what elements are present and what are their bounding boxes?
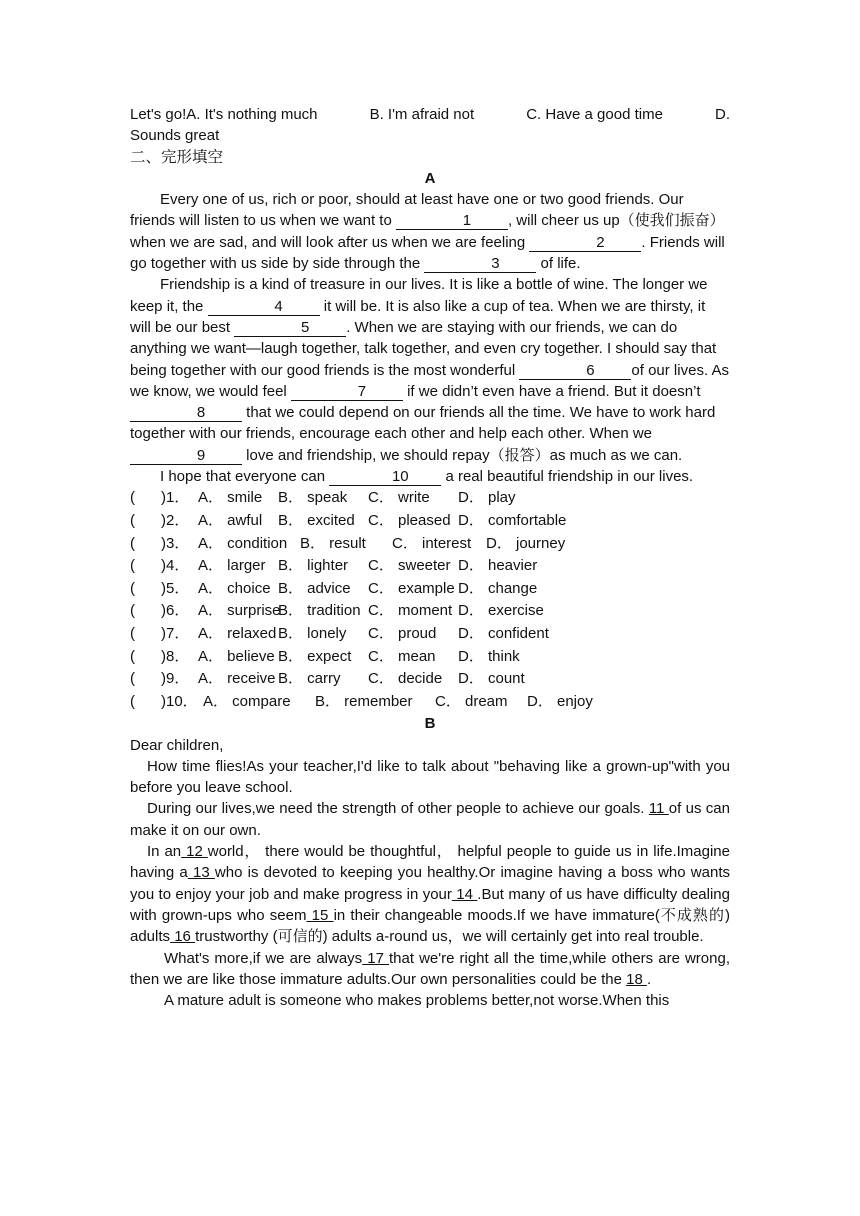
document-page <box>130 104 730 1011</box>
passage-b-paragraph-4: What's more,if we are always 17 that we're right all the time,while others are wrong, then we are like those immature adults.Our own personalities could be the 18 . <box>130 949 730 988</box>
blank-18[interactable]: 18 <box>626 970 647 988</box>
blank-7[interactable]: 7 <box>291 383 403 401</box>
lead-text: Let's go! <box>130 106 187 123</box>
answer-paren[interactable]: ( <box>130 692 135 710</box>
option-a: Let's go!A. It's nothing much <box>130 106 318 123</box>
answer-paren[interactable]: ( <box>130 534 135 552</box>
answer-paren[interactable]: ( <box>130 557 135 575</box>
blank-14[interactable]: 14 <box>451 885 478 903</box>
passage-b-paragraph-2: During our lives,we need the strength of other people to achieve our goals. 11 of us can make it on our own. <box>130 800 730 839</box>
answer-paren[interactable]: ( <box>130 624 135 642</box>
answer-paren[interactable]: ( <box>130 511 135 529</box>
option-b: B. I'm afraid not <box>369 106 475 123</box>
passage-a-paragraph-2: Friendship is a kind of treasure in our lives. It is like a bottle of wine. The longer we keep it, the 4 it will be. It is also like a cup of tea. When we are thirsty, it will be our best 5 . When we are staying with our friends, we can do anything we want—laugh together, talk together, and even cry together. I should say that being together with our good friends is the most wonderful 6 of our lives. As we know, we would feel 7 if we didn’t even have a friend. But it doesn’t 8 that we could depend on our friends all the time. We have to work hard together with our friends, encourage each other and help each other. When we 9 love and friendship, we should repay（报答）as much as we can. <box>130 276 729 464</box>
blank-3[interactable]: 3 <box>424 255 536 273</box>
option-d: D. <box>714 106 730 123</box>
blank-11[interactable]: 11 <box>648 800 669 818</box>
passage-a-label: A <box>424 169 436 187</box>
blank-5[interactable]: 5 <box>234 319 346 337</box>
question-row: ( )6． A． surprise B． tradition C． moment D． exercise <box>130 600 730 623</box>
blank-2[interactable]: 2 <box>529 234 641 252</box>
answer-paren[interactable]: ( <box>130 670 135 688</box>
answer-paren[interactable]: ( <box>130 647 135 665</box>
passage-a-paragraph-3: I hope that everyone can 10 a real beautiful friendship in our lives. <box>160 468 694 486</box>
passage-b-label: B <box>424 715 436 733</box>
question-row: ( )7． A． relaxed B． lonely C． proud D． confident <box>130 623 730 646</box>
previous-question-options <box>130 104 730 147</box>
question-row: ( )3． A． condition B． result C． interest D． journey <box>130 533 730 556</box>
blank-17[interactable]: 17 <box>362 949 389 967</box>
answer-paren[interactable]: ( <box>130 602 135 620</box>
answer-paren[interactable]: ( <box>130 489 135 507</box>
blank-15[interactable]: 15 <box>306 906 334 924</box>
question-list <box>130 487 730 713</box>
section-heading: 二、完形填空 <box>130 148 224 166</box>
passage-b-paragraph-1: How time flies!As your teacher,I'd like to talk about "behaving like a grown-up"with you before you leave school. <box>130 757 730 797</box>
blank-16[interactable]: 16 <box>170 928 196 946</box>
blank-10[interactable]: 10 <box>329 468 441 486</box>
question-row: ( )5． A． choice B． advice C． example D． change <box>130 578 730 601</box>
option-c: C. Have a good time <box>526 106 663 123</box>
blank-4[interactable]: 4 <box>208 298 320 316</box>
question-row: ( )10． A． compare B． remember C． dream D． enjoy <box>130 691 730 714</box>
passage-b-paragraph-5: A mature adult is someone who makes problems better,not worse.When this <box>164 992 670 1010</box>
question-row: ( )1． A． smile B． speak C． write D． play <box>130 487 730 510</box>
passage-b-paragraph-3: In an 12 world， there would be thoughtful， helpful people to guide us in life.Imagine having a 13 who is devoted to keeping you healthy.Or imagine having a boss who wants you to enjoy your job and make progress in your 14 .But many of us have difficulty dealing with grown-ups who seem 15 in their changeable moods.If we have immature(不成熟的) adults 16 trustworthy (可信的) adults a-round us，we will certainly get into real trouble. <box>130 843 730 946</box>
question-row: ( )9． A． receive B． carry C． decide D． count <box>130 668 730 691</box>
blank-13[interactable]: 13 <box>187 864 215 882</box>
answer-paren[interactable]: ( <box>130 579 135 597</box>
blank-6[interactable]: 6 <box>519 362 631 380</box>
question-row: ( )8． A． believe B． expect C． mean D． think <box>130 646 730 669</box>
question-row: ( )2． A． awful B． excited C． pleased D． comfortable <box>130 510 730 533</box>
blank-12[interactable]: 12 <box>181 843 208 861</box>
passage-a-paragraph-1: Every one of us, rich or poor, should at least have one or two good friends. Our friends will listen to us when we want to 1 , will cheer us up（使我们振奋）when we are sad, and will look after us when we are feeling 2 . Friends will go together with us side by side through the 3 of life. <box>130 191 725 273</box>
letter-greeting: Dear children, <box>130 736 224 754</box>
option-d-text: Sounds great <box>130 127 220 145</box>
blank-1[interactable]: 1 <box>396 212 508 230</box>
question-row: ( )4． A． larger B． lighter C． sweeter D． heavier <box>130 555 730 578</box>
blank-8[interactable]: 8 <box>130 404 242 422</box>
blank-9[interactable]: 9 <box>130 447 242 465</box>
